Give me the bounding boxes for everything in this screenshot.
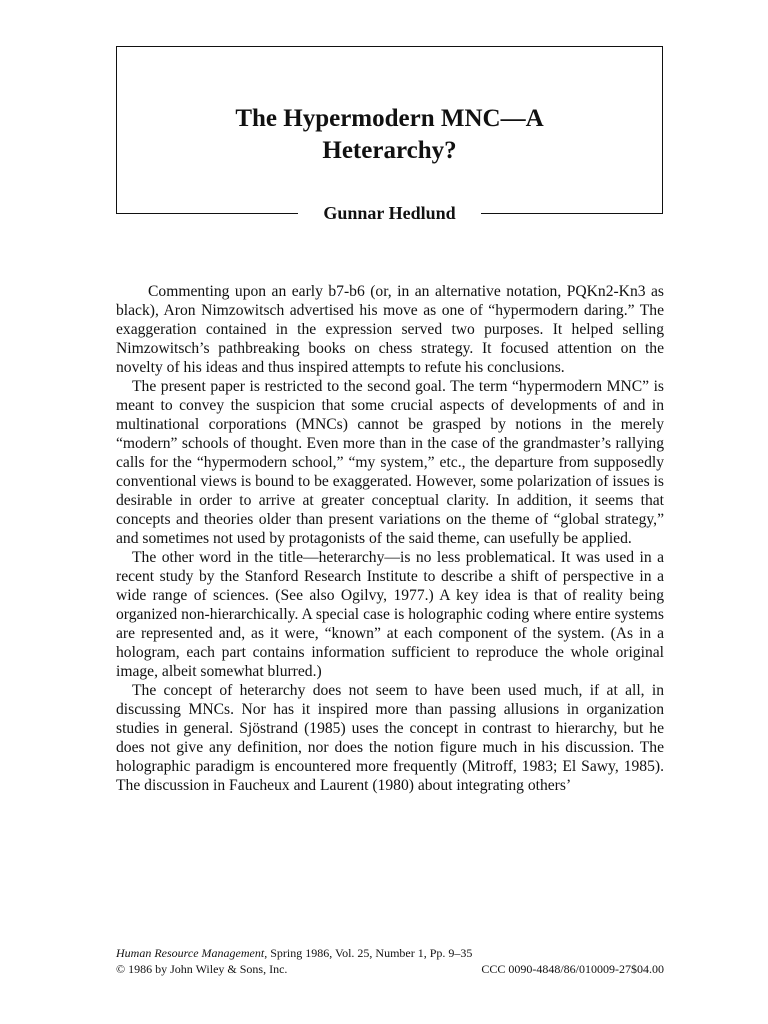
paragraph-3: The other word in the title—heterarchy—is no less problematical. It was used in a recent study by the Stanford Research Institute to describe a shift of perspective in a wide range of sciences. (See also Ogilvy, 1977.) A key idea is that of reality being organized non-hierarchically. A special case is holographic coding where entire systems are represented and, as it were, “known” at each component of the system. (As in a hologram, each part contains information sufficient to reproduce the whole original image, albeit somewhat blurred.): [116, 549, 664, 680]
title-line-1: The Hypermodern MNC—A: [235, 105, 544, 132]
footer-citation-row: [116, 945, 664, 961]
footer: [116, 945, 664, 977]
title-line-2: Heterarchy?: [322, 137, 457, 164]
journal-citation: , Spring 1986, Vol. 25, Number 1, Pp. 9–35: [264, 946, 473, 960]
ccc-code: CCC 0090-4848/86/010009-27$04.00: [481, 962, 664, 976]
title-box: [116, 46, 663, 214]
article-title: [117, 103, 662, 167]
journal-name: Human Resource Management: [116, 946, 265, 960]
author-name: Gunnar Hedlund: [323, 203, 456, 223]
body-text: [116, 282, 664, 795]
copyright-notice: © 1986 by John Wiley & Sons, Inc.: [116, 962, 288, 976]
author-row: [116, 200, 663, 226]
footer-copyright-row: [116, 961, 664, 977]
paragraph-2: The present paper is restricted to the second goal. The term “hypermodern MNC” is meant to convey the suspicion that some crucial aspects of developments of and in multinational corporations (MNCs) cannot be grasped by notions in the merely “modern” schools of thought. Even more than in the case of the grandmaster’s rallying calls for the “hypermodern school,” “my system,” etc., the departure from supposedly conventional views is bound to be exaggerated. However, some polarization of issues is desirable in order to arrive at greater conceptual clarity. In addition, it seems that concepts and theories older than present variations on the theme of “global strategy,” and sometimes not used by protagonists of the said theme, can usefully be applied.: [116, 378, 664, 547]
author-rule-right: [481, 213, 663, 214]
paragraph-1: Commenting upon an early b7-b6 (or, in an alternative notation, PQKn2-Kn3 as black), Aron Nimzowitsch advertised his move as one of “hypermodern daring.” The exaggeration contained in the expression served two purposes. It helped selling Nimzowitsch’s pathbreaking books on chess strategy. It focused attention on the novelty of his ideas and thus inspired attempts to refute his conclusions.: [116, 283, 664, 376]
paragraph-4: The concept of heterarchy does not seem to have been used much, if at all, in discussing MNCs. Nor has it inspired more than passing allusions in organization studies in general. Sjöstrand (1985) uses the concept in contrast to hierarchy, but he does not give any definition, nor does the notion figure much in his discussion. The holographic paradigm is encountered more frequently (Mitroff, 1983; El Sawy, 1985). The discussion in Faucheux and Laurent (1980) about integrating others’: [116, 682, 664, 794]
